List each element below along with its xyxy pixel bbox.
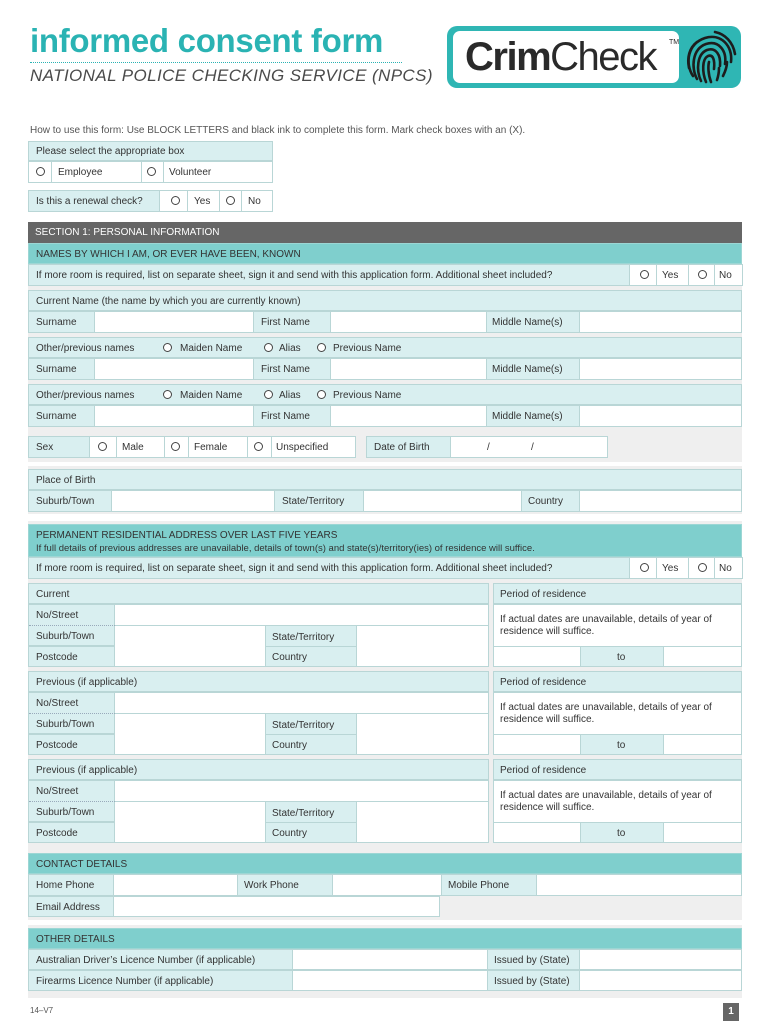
- form-subtitle: NATIONAL POLICE CHECKING SERVICE (NPCS): [30, 66, 433, 85]
- form-title: informed consent form: [30, 22, 384, 59]
- other-names-header-2: [28, 384, 742, 405]
- first-name-cell: [253, 405, 331, 427]
- no-street-input[interactable]: [115, 693, 489, 713]
- state-label: State/Territory: [272, 720, 335, 731]
- address-sheet-yes-label: Yes: [662, 563, 679, 574]
- country-cell: [265, 734, 357, 755]
- period-block: [493, 692, 742, 755]
- first-name-input[interactable]: [331, 406, 486, 426]
- alias-label: Alias: [279, 390, 301, 401]
- other-names-label: Other/previous names: [36, 390, 135, 401]
- divider: [187, 191, 188, 211]
- period-label: Period of residence: [500, 677, 587, 688]
- employee-label: Employee: [58, 167, 103, 178]
- surname-cell: [28, 358, 95, 380]
- alias-label: Alias: [279, 343, 301, 354]
- no-street-label: No/Street: [36, 610, 79, 621]
- address-block-header: [28, 583, 489, 604]
- middle-name-input[interactable]: [580, 406, 742, 426]
- pob-state-cell: [274, 490, 364, 512]
- first-name-label: First Name: [261, 317, 310, 328]
- logo-wordmark: [465, 37, 656, 77]
- period-header: [493, 759, 742, 780]
- no-street-input[interactable]: [115, 605, 489, 625]
- first-name-label: First Name: [261, 411, 310, 422]
- no-street-input[interactable]: [115, 781, 489, 801]
- names-more-room-text: If more room is required, list on separate sheet, sign it and send with this application form. Additional sheet included?: [36, 270, 553, 281]
- licence-issued-cell: [487, 949, 580, 970]
- middle-name-cell: [486, 358, 580, 380]
- volunteer-label: Volunteer: [169, 167, 212, 178]
- first-name-cell: [253, 358, 331, 380]
- email-input[interactable]: [114, 897, 439, 916]
- licence-label: Australian Driver’s Licence Number (if applicable): [36, 955, 256, 966]
- email-cell: [28, 896, 114, 917]
- licence-input[interactable]: [293, 950, 487, 969]
- maiden-label: Maiden Name: [180, 343, 243, 354]
- firearms-cell: [28, 970, 293, 991]
- names-header-text: NAMES BY WHICH I AM, OR EVER HAVE BEEN, KNOWN: [36, 249, 301, 260]
- country-input[interactable]: [357, 823, 489, 842]
- home-phone-input[interactable]: [114, 875, 237, 895]
- pob-country-cell: [521, 490, 580, 512]
- firearms-issued-label: Issued by (State): [494, 976, 570, 987]
- period-block: [493, 604, 742, 667]
- period-to-input[interactable]: [664, 647, 742, 666]
- state-cell: [265, 625, 357, 647]
- suburb-label: Suburb/Town: [36, 719, 95, 730]
- other-names-row-1: [28, 358, 742, 380]
- period-label: Period of residence: [500, 765, 587, 776]
- contact-header: [28, 853, 742, 874]
- page-number: 1: [723, 1003, 739, 1021]
- period-block: [493, 780, 742, 843]
- country-input[interactable]: [357, 647, 489, 666]
- home-phone-label: Home Phone: [36, 880, 95, 891]
- other-names-header-1: [28, 337, 742, 358]
- licence-cell: [28, 949, 293, 970]
- section1-title: SECTION 1: PERSONAL INFORMATION: [35, 227, 220, 238]
- divider: [656, 265, 657, 285]
- postcode-cell: [28, 822, 115, 843]
- country-label: Country: [272, 828, 308, 839]
- address-yesno: [629, 557, 743, 579]
- other-names-row-2: [28, 405, 742, 427]
- divider: [116, 437, 117, 457]
- names-sheet-no-checkbox[interactable]: [698, 270, 707, 279]
- email-label: Email Address: [36, 902, 100, 913]
- previous-name-label: Previous Name: [333, 390, 402, 401]
- middle-name-label: Middle Name(s): [492, 411, 563, 422]
- firearms-label: Firearms Licence Number (if applicable): [36, 976, 214, 987]
- to-cell: [580, 734, 664, 755]
- sex-label: Sex: [36, 442, 54, 453]
- form-code: 14–V7: [30, 1006, 54, 1015]
- country-label: Country: [272, 740, 308, 751]
- names-header: [28, 243, 742, 264]
- divider: [29, 625, 115, 626]
- renewal-row: [28, 190, 273, 212]
- divider: [219, 191, 220, 211]
- middle-name-input[interactable]: [580, 312, 742, 332]
- unspecified-label: Unspecified: [276, 442, 329, 453]
- address-sheet-no-checkbox[interactable]: [698, 563, 707, 572]
- male-label: Male: [122, 442, 144, 453]
- volunteer-checkbox[interactable]: [147, 167, 156, 176]
- divider: [164, 437, 165, 457]
- instructions: How to use this form: Use BLOCK LETTERS and black ink to complete this form. Mark check boxes with an (X).: [30, 125, 526, 136]
- period-note: If actual dates are unavailable, details of year of residence will suffice.: [500, 790, 712, 813]
- crimcheck-logo: [447, 26, 741, 88]
- licence-issued-input[interactable]: [580, 950, 742, 969]
- names-sheet-yes-label: Yes: [662, 270, 679, 281]
- mobile-phone-label: Mobile Phone: [448, 880, 510, 891]
- dob-slash-1: /: [487, 442, 490, 453]
- divider: [163, 162, 164, 182]
- previous-name-checkbox[interactable]: [317, 343, 326, 352]
- country-cell: [265, 646, 357, 667]
- current-name-label: Current Name (the name by which you are currently known): [36, 296, 301, 307]
- fingerprint-icon: [675, 24, 741, 90]
- maiden-checkbox[interactable]: [163, 343, 172, 352]
- other-names-label: Other/previous names: [36, 343, 135, 354]
- dob-label: Date of Birth: [374, 442, 430, 453]
- previous-name-label: Previous Name: [333, 343, 402, 354]
- postcode-cell: [28, 646, 115, 667]
- no-street-label: No/Street: [36, 786, 79, 797]
- pob-country-input[interactable]: [580, 491, 742, 511]
- renewal-yes-checkbox[interactable]: [171, 196, 180, 205]
- period-from-input[interactable]: [494, 647, 580, 666]
- state-label: State/Territory: [272, 632, 335, 643]
- period-to-input[interactable]: [664, 735, 742, 754]
- period-header: [493, 583, 742, 604]
- period-from-input[interactable]: [494, 735, 580, 754]
- logo-plate: [453, 31, 679, 83]
- contact-title: CONTACT DETAILS: [36, 859, 128, 870]
- firearms-input[interactable]: [293, 971, 487, 990]
- other-header: [28, 928, 742, 949]
- suburb-input[interactable]: [115, 802, 265, 822]
- renewal-no-label: No: [248, 196, 261, 207]
- middle-name-label: Middle Name(s): [492, 364, 563, 375]
- state-label: State/Territory: [272, 808, 335, 819]
- pob-header: [28, 469, 742, 490]
- logo-tm: TM: [669, 39, 680, 46]
- pob-row: [28, 490, 742, 512]
- period-to-input[interactable]: [664, 823, 742, 842]
- divider: [271, 437, 272, 457]
- period-label: Period of residence: [500, 589, 587, 600]
- licence-row: [28, 949, 742, 970]
- suburb-input[interactable]: [115, 714, 265, 734]
- divider: [688, 265, 689, 285]
- suburb-input[interactable]: [115, 626, 265, 646]
- divider: [141, 162, 142, 182]
- period-note: If actual dates are unavailable, details of year of residence will suffice.: [500, 614, 712, 637]
- address-header: [28, 524, 742, 557]
- pob-label: Place of Birth: [36, 475, 96, 486]
- to-label: to: [617, 652, 626, 663]
- email-row: [28, 896, 440, 917]
- surname-input[interactable]: [95, 359, 253, 379]
- suburb-label: Suburb/Town: [36, 807, 95, 818]
- middle-name-label: Middle Name(s): [492, 317, 563, 328]
- to-cell: [580, 646, 664, 667]
- surname-cell: [28, 405, 95, 427]
- logo-bold: Crim: [465, 35, 551, 79]
- unspecified-checkbox[interactable]: [254, 442, 263, 451]
- postcode-input[interactable]: [115, 735, 265, 754]
- divider: [688, 558, 689, 578]
- names-sheet-yes-checkbox[interactable]: [640, 270, 649, 279]
- surname-cell: [28, 311, 95, 333]
- first-name-label: First Name: [261, 364, 310, 375]
- names-sheet-no-label: No: [719, 270, 732, 281]
- address-more-room-text: If more room is required, list on separate sheet, sign it and send with this application form. Additional sheet included?: [36, 563, 553, 574]
- renewal-label: Is this a renewal check?: [36, 196, 143, 207]
- address-block-title: Previous (if applicable): [36, 765, 138, 776]
- names-more-room-row: [28, 264, 742, 286]
- logo-light: Check: [550, 35, 657, 79]
- work-phone-cell: [237, 874, 333, 896]
- address-block-title: Previous (if applicable): [36, 677, 138, 688]
- section1-header: [28, 222, 742, 243]
- first-name-input[interactable]: [331, 312, 486, 332]
- state-cell: [265, 713, 357, 735]
- pob-suburb-label: Suburb/Town: [36, 496, 95, 507]
- firearms-issued-cell: [487, 970, 580, 991]
- postcode-cell: [28, 734, 115, 755]
- renewal-no-checkbox[interactable]: [226, 196, 235, 205]
- maiden-label: Maiden Name: [180, 390, 243, 401]
- alias-checkbox[interactable]: [264, 390, 273, 399]
- firearms-issued-input[interactable]: [580, 971, 742, 990]
- alias-checkbox[interactable]: [264, 343, 273, 352]
- no-street-label: No/Street: [36, 698, 79, 709]
- renewal-yes-label: Yes: [194, 196, 211, 207]
- divider: [247, 437, 248, 457]
- state-input[interactable]: [357, 714, 489, 734]
- divider: [714, 558, 715, 578]
- divider: [51, 162, 52, 182]
- pob-country-label: Country: [528, 496, 564, 507]
- state-input[interactable]: [357, 802, 489, 822]
- dob-cell: [366, 436, 451, 458]
- surname-input[interactable]: [95, 312, 253, 332]
- other-title: OTHER DETAILS: [36, 934, 115, 945]
- names-yesno: [629, 264, 743, 286]
- country-input[interactable]: [357, 735, 489, 754]
- address-header-2: If full details of previous addresses are unavailable, details of town(s) and state(s)/territory(ies) of residence will suffice.: [36, 543, 535, 554]
- divider: [188, 437, 189, 457]
- divider: [241, 191, 242, 211]
- postcode-label: Postcode: [36, 740, 78, 751]
- renewal-label-cell: [28, 190, 160, 212]
- postcode-label: Postcode: [36, 828, 78, 839]
- role-row: [28, 161, 273, 183]
- surname-label: Surname: [36, 317, 77, 328]
- dob-row: [366, 436, 608, 458]
- employee-checkbox[interactable]: [36, 167, 45, 176]
- dob-input[interactable]: [451, 437, 607, 457]
- home-phone-cell: [28, 874, 114, 896]
- to-cell: [580, 822, 664, 843]
- dob-slash-2: /: [531, 442, 534, 453]
- pob-suburb-cell: [28, 490, 112, 512]
- surname-label: Surname: [36, 411, 77, 422]
- surname-input[interactable]: [95, 406, 253, 426]
- address-block: [28, 692, 489, 755]
- first-name-input[interactable]: [331, 359, 486, 379]
- current-name-row: [28, 311, 742, 333]
- to-label: to: [617, 740, 626, 751]
- state-cell: [265, 801, 357, 823]
- female-checkbox[interactable]: [171, 442, 180, 451]
- address-block: [28, 780, 489, 843]
- postcode-label: Postcode: [36, 652, 78, 663]
- postcode-input[interactable]: [115, 647, 265, 666]
- first-name-cell: [253, 311, 331, 333]
- address-header-1: PERMANENT RESIDENTIAL ADDRESS OVER LAST FIVE YEARS: [36, 530, 338, 541]
- mobile-phone-cell: [441, 874, 537, 896]
- address-sheet-no-label: No: [719, 563, 732, 574]
- suburb-label: Suburb/Town: [36, 631, 95, 642]
- pob-state-label: State/Territory: [282, 496, 345, 507]
- country-cell: [265, 822, 357, 843]
- divider: [656, 558, 657, 578]
- male-checkbox[interactable]: [98, 442, 107, 451]
- address-block-header: [28, 759, 489, 780]
- to-label: to: [617, 828, 626, 839]
- address-block-title: Current: [36, 589, 70, 600]
- postcode-input[interactable]: [115, 823, 265, 842]
- address-block-header: [28, 671, 489, 692]
- female-label: Female: [194, 442, 228, 453]
- country-label: Country: [272, 652, 308, 663]
- period-header: [493, 671, 742, 692]
- middle-name-input[interactable]: [580, 359, 742, 379]
- period-from-input[interactable]: [494, 823, 580, 842]
- mobile-phone-input[interactable]: [537, 875, 742, 895]
- work-phone-input[interactable]: [333, 875, 441, 895]
- work-phone-label: Work Phone: [244, 880, 299, 891]
- firearms-row: [28, 970, 742, 991]
- middle-name-cell: [486, 405, 580, 427]
- sex-cell: [28, 436, 90, 458]
- licence-issued-label: Issued by (State): [494, 955, 570, 966]
- current-name-header: [28, 290, 742, 311]
- select-header-row: [28, 141, 273, 161]
- title-divider: [30, 62, 402, 63]
- previous-name-checkbox[interactable]: [317, 390, 326, 399]
- phone-row: [28, 874, 742, 896]
- state-input[interactable]: [357, 626, 489, 646]
- surname-label: Surname: [36, 364, 77, 375]
- sex-row: [28, 436, 356, 458]
- period-note: If actual dates are unavailable, details of year of residence will suffice.: [500, 702, 712, 725]
- pob-suburb-input[interactable]: [112, 491, 274, 511]
- middle-name-cell: [486, 311, 580, 333]
- maiden-checkbox[interactable]: [163, 390, 172, 399]
- address-block: [28, 604, 489, 667]
- pob-state-input[interactable]: [364, 491, 521, 511]
- divider: [714, 265, 715, 285]
- address-sheet-yes-checkbox[interactable]: [640, 563, 649, 572]
- divider: [29, 713, 115, 714]
- address-more-room-row: [28, 557, 742, 579]
- divider: [29, 801, 115, 802]
- select-header: Please select the appropriate box: [36, 146, 185, 157]
